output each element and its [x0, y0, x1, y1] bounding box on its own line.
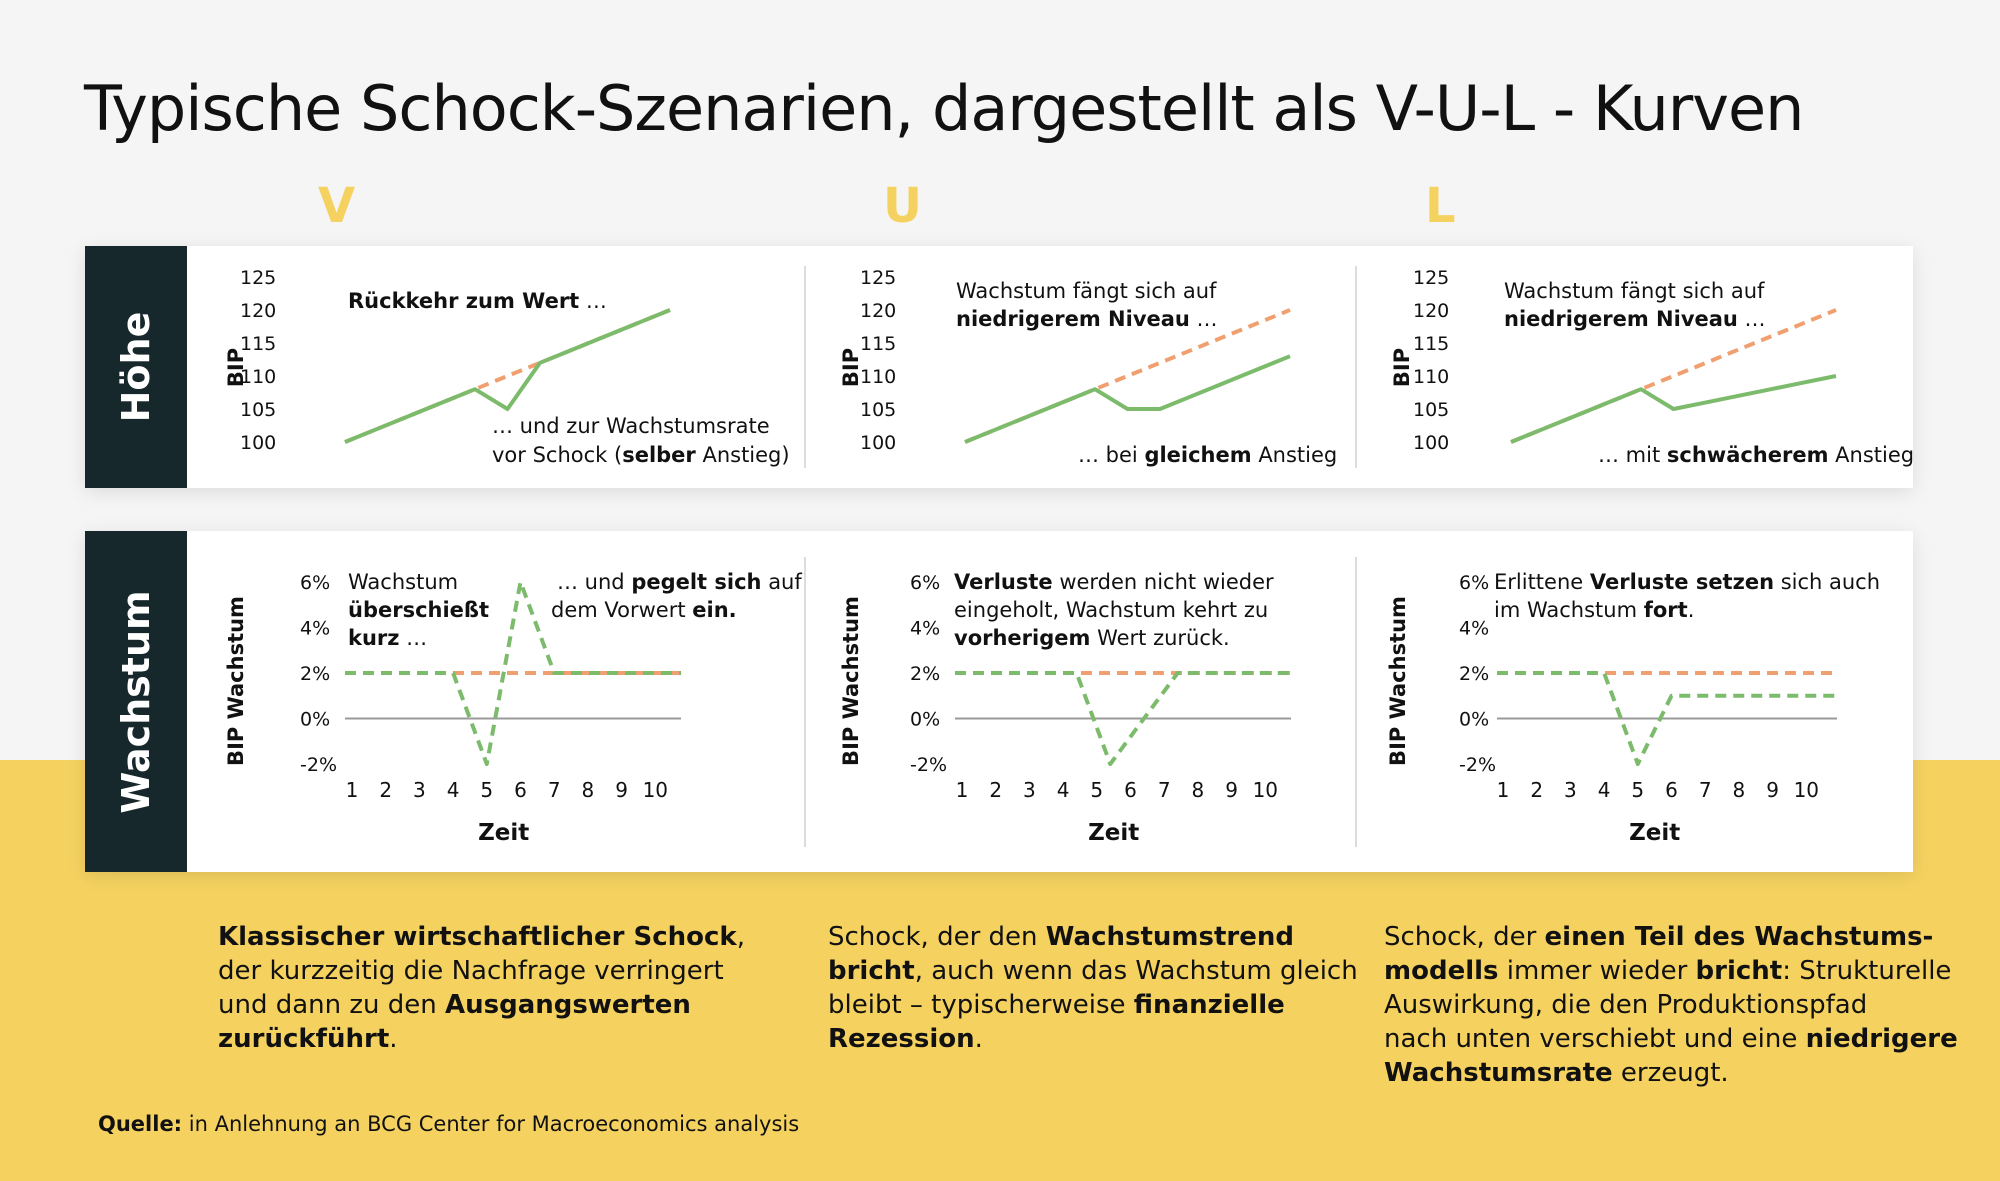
annotation-text — [348, 626, 427, 650]
annotation-text — [954, 598, 1268, 622]
description-line — [828, 920, 1358, 954]
y-tick-label: 120 — [1413, 300, 1450, 322]
description-line — [1384, 920, 1958, 954]
y-tick-label: 6% — [1459, 572, 1490, 594]
text-segment: niedrigerem Niveau — [1504, 307, 1738, 331]
y-axis-label: BIP — [839, 347, 863, 388]
text-segment: . — [974, 1024, 983, 1054]
text-segment: gleichem — [1144, 443, 1252, 467]
x-tick-label: 1 — [345, 778, 359, 802]
y-tick-label: 100 — [1413, 432, 1450, 454]
y-tick-label: 105 — [860, 399, 897, 421]
text-segment: … — [1189, 307, 1218, 331]
text-segment: dem Vorwert — [551, 598, 693, 622]
text-segment: überschießt — [348, 598, 490, 622]
y-tick-label: 120 — [240, 300, 277, 322]
description-line — [218, 920, 745, 954]
text-segment: Wachstum fängt sich auf — [956, 279, 1217, 303]
x-tick-label: 10 — [1793, 778, 1820, 802]
y-tick-label: 6% — [910, 572, 941, 594]
text-segment: … mit — [1598, 443, 1667, 467]
annotation-text — [1494, 570, 1880, 594]
annotation-text — [1494, 598, 1694, 622]
text-segment: vorherigem — [954, 626, 1091, 650]
text-segment: ein. — [692, 598, 737, 622]
source-text: in Anlehnung an BCG Center for Macroeconomics analysis — [182, 1112, 800, 1136]
description-line — [1384, 988, 1958, 1022]
annotation-text — [492, 443, 790, 467]
x-tick-label: 9 — [1225, 778, 1238, 802]
text-segment: schwächerem — [1666, 443, 1829, 467]
y-tick-label: 125 — [240, 267, 277, 289]
x-tick-label: 5 — [1631, 778, 1645, 802]
x-tick-label: 7 — [547, 778, 561, 802]
annotation-text — [492, 414, 770, 438]
text-segment: selber — [622, 443, 696, 467]
text-segment: fort — [1643, 598, 1688, 622]
x-tick-label: 5 — [480, 778, 494, 802]
x-tick-label: 8 — [1732, 778, 1746, 802]
y-tick-label: 4% — [910, 617, 941, 640]
description-line — [1384, 1022, 1958, 1056]
text-segment: bricht — [1695, 956, 1783, 986]
row-label-level: Höhe — [85, 246, 187, 488]
text-segment: Anstieg) — [695, 443, 790, 467]
text-segment: . — [1687, 598, 1695, 622]
annotation-text — [1504, 279, 1765, 303]
y-tick-label: 2% — [1459, 663, 1490, 685]
description-l — [1384, 920, 1958, 1090]
description-line — [1384, 954, 1958, 988]
y-tick-label: 125 — [860, 267, 897, 289]
description-line — [218, 988, 745, 1022]
text-segment: finanzielle — [1133, 990, 1285, 1020]
x-tick-label: 1 — [955, 778, 969, 802]
column-letter-u: U — [883, 178, 922, 234]
text-segment: Ausgangswerten — [445, 990, 691, 1020]
text-segment: Wachstumsrate — [1384, 1058, 1613, 1088]
actual-line — [965, 356, 1290, 442]
text-segment: eingeholt, Wachstum kehrt zu — [954, 598, 1269, 622]
x-tick-label: 6 — [1124, 778, 1137, 802]
y-tick-label: 110 — [240, 366, 277, 388]
y-tick-label: 115 — [240, 333, 277, 355]
text-segment: Wert zurück. — [1090, 626, 1230, 650]
text-segment: niedrigerem Niveau — [956, 307, 1190, 331]
x-tick-label: 2 — [989, 778, 1003, 802]
column-letter-l: L — [1425, 178, 1456, 234]
text-segment: der kurzzeitig die Nachfrage verringert — [218, 956, 724, 986]
y-tick-label: 0% — [910, 708, 941, 731]
text-segment: … bei — [1078, 443, 1145, 467]
y-axis-label: BIP Wachstum — [1386, 596, 1410, 766]
x-tick-label: 7 — [1157, 778, 1171, 802]
text-segment: Schock, der — [1384, 922, 1545, 952]
text-segment: niedrigere — [1805, 1024, 1958, 1054]
x-tick-label: 10 — [642, 778, 669, 802]
text-segment: modells — [1384, 956, 1499, 986]
actual-line — [1511, 376, 1836, 442]
y-tick-label: 6% — [300, 572, 331, 594]
annotation-text — [348, 570, 458, 594]
text-segment: … und — [557, 570, 632, 594]
text-segment: pegelt sich — [631, 570, 762, 594]
x-tick-label: 10 — [1252, 778, 1279, 802]
text-segment: Verluste setzen — [1589, 570, 1775, 594]
text-segment: : Strukturelle — [1782, 956, 1952, 986]
y-tick-label: 100 — [240, 432, 277, 454]
annotation-text — [348, 598, 489, 622]
y-tick-label: 125 — [1413, 267, 1450, 289]
text-segment: … — [1737, 307, 1766, 331]
text-segment: Erlittene — [1494, 570, 1590, 594]
text-segment: bleibt – typischerweise — [828, 990, 1134, 1020]
y-tick-label: 115 — [1413, 333, 1450, 355]
x-tick-label: 4 — [1056, 778, 1070, 802]
text-segment: zurückführt — [218, 1024, 390, 1054]
text-segment: Anstieg — [1251, 443, 1338, 467]
y-tick-label: 115 — [860, 333, 897, 355]
text-segment: Wachstum — [348, 570, 459, 594]
text-segment: sich auch — [1774, 570, 1881, 594]
x-tick-label: 3 — [413, 778, 426, 802]
y-axis-label: BIP — [1390, 347, 1414, 388]
annotation-text — [956, 307, 1218, 331]
x-tick-label: 6 — [514, 778, 527, 802]
text-segment: kurz — [348, 626, 400, 650]
text-segment: Schock, der den — [828, 922, 1046, 952]
y-tick-label: -2% — [300, 754, 337, 776]
x-tick-label: 3 — [1564, 778, 1577, 802]
x-tick-label: 2 — [379, 778, 393, 802]
text-segment: Rückkehr zum Wert — [348, 289, 580, 313]
text-segment: , auch wenn das Wachstum gleich — [914, 956, 1358, 986]
y-tick-label: -2% — [910, 754, 947, 776]
text-segment: . — [389, 1024, 398, 1054]
text-segment: … und zur Wachstumsrate — [492, 414, 770, 438]
text-segment: werden nicht wieder — [1052, 570, 1274, 594]
y-tick-label: 2% — [910, 663, 941, 685]
x-tick-label: 4 — [1597, 778, 1611, 802]
description-line — [218, 1022, 745, 1056]
x-tick-label: 4 — [446, 778, 460, 802]
x-tick-label: 8 — [581, 778, 595, 802]
y-tick-label: -2% — [1459, 754, 1496, 776]
description-line — [828, 954, 1358, 988]
text-segment: einen Teil des Wachstums- — [1544, 922, 1934, 952]
y-axis-label: BIP — [224, 347, 248, 388]
source-note — [98, 1112, 799, 1136]
y-axis-label: BIP Wachstum — [224, 596, 248, 766]
row-label-growth: Wachstum — [85, 531, 187, 872]
x-tick-label: 2 — [1530, 778, 1544, 802]
text-segment: und dann zu den — [218, 990, 446, 1020]
text-segment: Verluste — [954, 570, 1053, 594]
text-segment: , — [736, 922, 745, 952]
y-tick-label: 110 — [860, 366, 897, 388]
description-v — [218, 920, 745, 1056]
text-segment: bricht — [828, 956, 915, 986]
text-segment: auf — [761, 570, 802, 594]
text-segment: Rezession — [828, 1024, 975, 1054]
source-label: Quelle: — [98, 1112, 183, 1136]
x-tick-label: 3 — [1023, 778, 1036, 802]
description-line — [828, 988, 1358, 1022]
annotation-text — [1504, 307, 1766, 331]
annotation-text — [954, 570, 1274, 594]
text-segment: … — [399, 626, 428, 650]
x-axis-label: Zeit — [1629, 820, 1681, 846]
x-tick-label: 9 — [615, 778, 628, 802]
y-tick-label: 120 — [860, 300, 897, 322]
y-tick-label: 100 — [860, 432, 897, 454]
text-segment: Auswirkung, die den Produktionspfad — [1384, 990, 1868, 1020]
column-letter-v: V — [318, 178, 356, 234]
text-segment: vor Schock ( — [492, 443, 623, 467]
x-tick-label: 1 — [1496, 778, 1510, 802]
x-tick-label: 6 — [1665, 778, 1678, 802]
x-tick-label: 9 — [1766, 778, 1779, 802]
annotation-text — [557, 570, 802, 594]
description-line — [218, 954, 745, 988]
y-tick-label: 105 — [1413, 399, 1450, 421]
y-tick-label: 0% — [1459, 708, 1490, 731]
y-tick-label: 0% — [300, 708, 331, 731]
y-tick-label: 4% — [1459, 617, 1490, 640]
text-segment: immer wieder — [1498, 956, 1696, 986]
text-segment: Klassischer wirtschaftlicher Schock — [218, 922, 737, 952]
text-segment: erzeugt. — [1612, 1058, 1729, 1088]
page-title: Typische Schock-Szenarien, dargestellt als V-U-L - Kurven — [84, 72, 1804, 145]
annotation-text — [1598, 443, 1914, 467]
text-segment: im Wachstum — [1494, 598, 1644, 622]
x-axis-label: Zeit — [1088, 820, 1140, 846]
x-axis-label: Zeit — [478, 820, 530, 846]
y-tick-label: 2% — [300, 663, 331, 685]
annotation-text — [956, 279, 1217, 303]
x-tick-label: 7 — [1698, 778, 1712, 802]
x-tick-label: 5 — [1090, 778, 1104, 802]
y-tick-label: 4% — [300, 617, 331, 640]
annotation-text — [348, 289, 607, 313]
description-line — [828, 1022, 1358, 1056]
description-u — [828, 920, 1358, 1056]
x-tick-label: 8 — [1191, 778, 1205, 802]
text-segment: Wachstumstrend — [1045, 922, 1294, 952]
text-segment: Wachstum fängt sich auf — [1504, 279, 1765, 303]
y-tick-label: 105 — [240, 399, 277, 421]
y-tick-label: 110 — [1413, 366, 1450, 388]
text-segment: … — [579, 289, 607, 313]
description-line — [1384, 1056, 1958, 1090]
annotation-text — [551, 598, 737, 622]
y-axis-label: BIP Wachstum — [839, 596, 863, 766]
annotation-text — [954, 626, 1230, 650]
text-segment: nach unten verschiebt und eine — [1384, 1024, 1806, 1054]
text-segment: Anstieg — [1828, 443, 1915, 467]
annotation-text — [1078, 443, 1337, 467]
